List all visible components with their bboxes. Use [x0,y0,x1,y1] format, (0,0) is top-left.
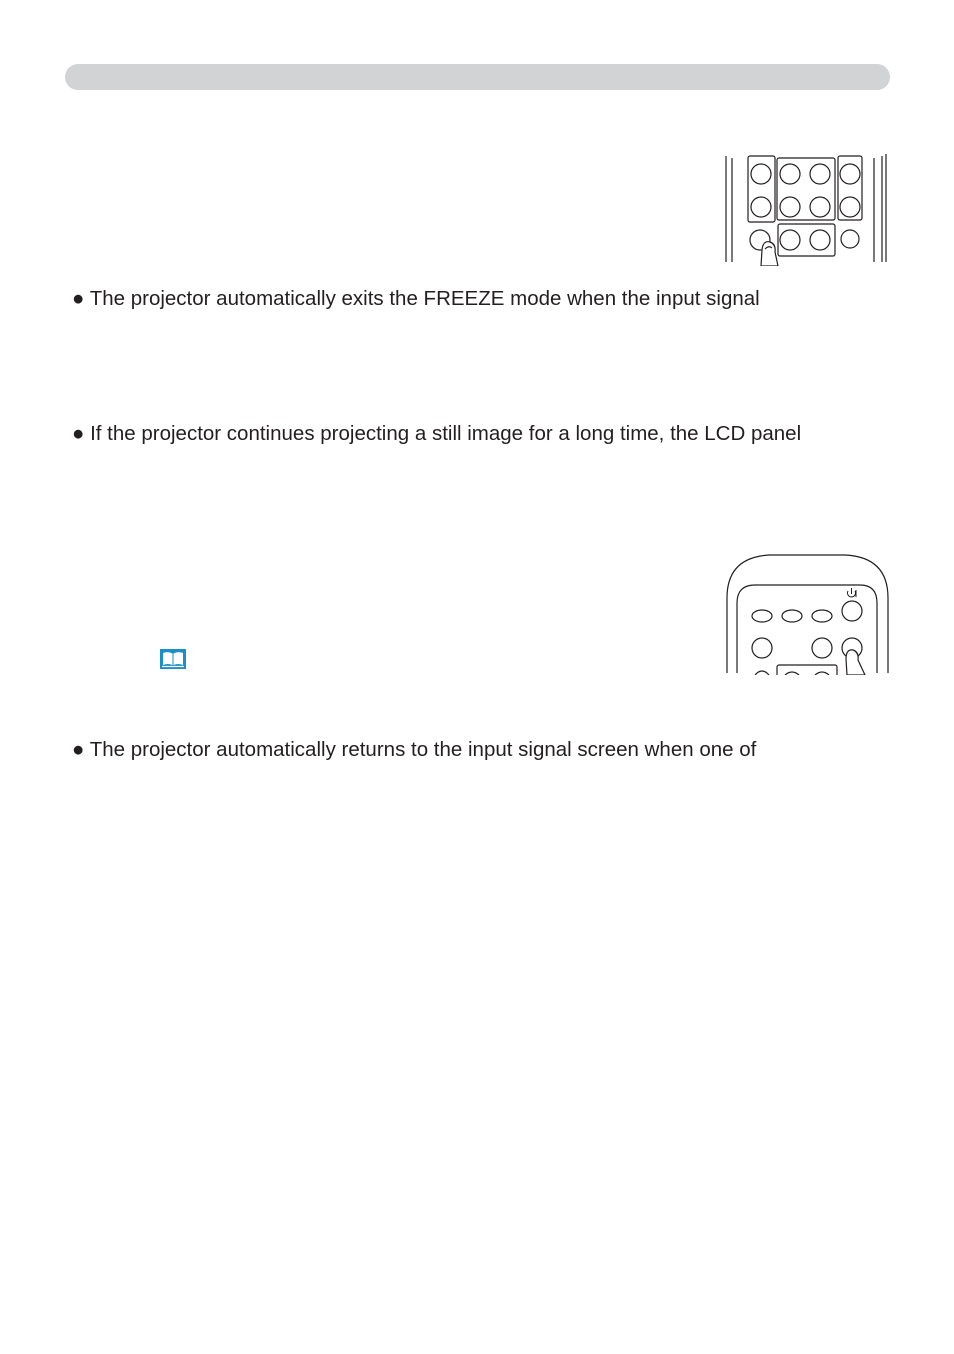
remote-button [812,638,832,658]
bullet-lcd-panel: ● If the projector continues projecting a still image for a long time, the LCD panel [72,422,802,445]
power-icon [848,588,857,597]
remote-button [751,164,771,184]
bullet-freeze-exit: ● The projector automatically exits the FREEZE mode when the input signal [72,287,760,310]
remote-button [840,197,860,217]
remote-button [782,610,802,622]
remote-button [841,230,859,248]
remote-button [810,164,830,184]
remote-blank-illustration [725,553,891,675]
pointing-hand-icon [761,242,778,266]
remote-button [780,164,800,184]
bullet-input-return: ● The projector automatically returns to the input signal screen when one of [72,738,757,761]
pointing-hand-icon [846,650,865,675]
remote-button [842,601,862,621]
remote-button [810,230,830,250]
remote-button [752,610,772,622]
remote-freeze-illustration [720,152,892,266]
book-icon [160,649,186,669]
remote-button [812,610,832,622]
remote-button [780,230,800,250]
remote-button [780,197,800,217]
remote-button [810,197,830,217]
remote-button [840,164,860,184]
remote-button [752,638,772,658]
remote-button [751,197,771,217]
section-header-bar [65,64,890,90]
